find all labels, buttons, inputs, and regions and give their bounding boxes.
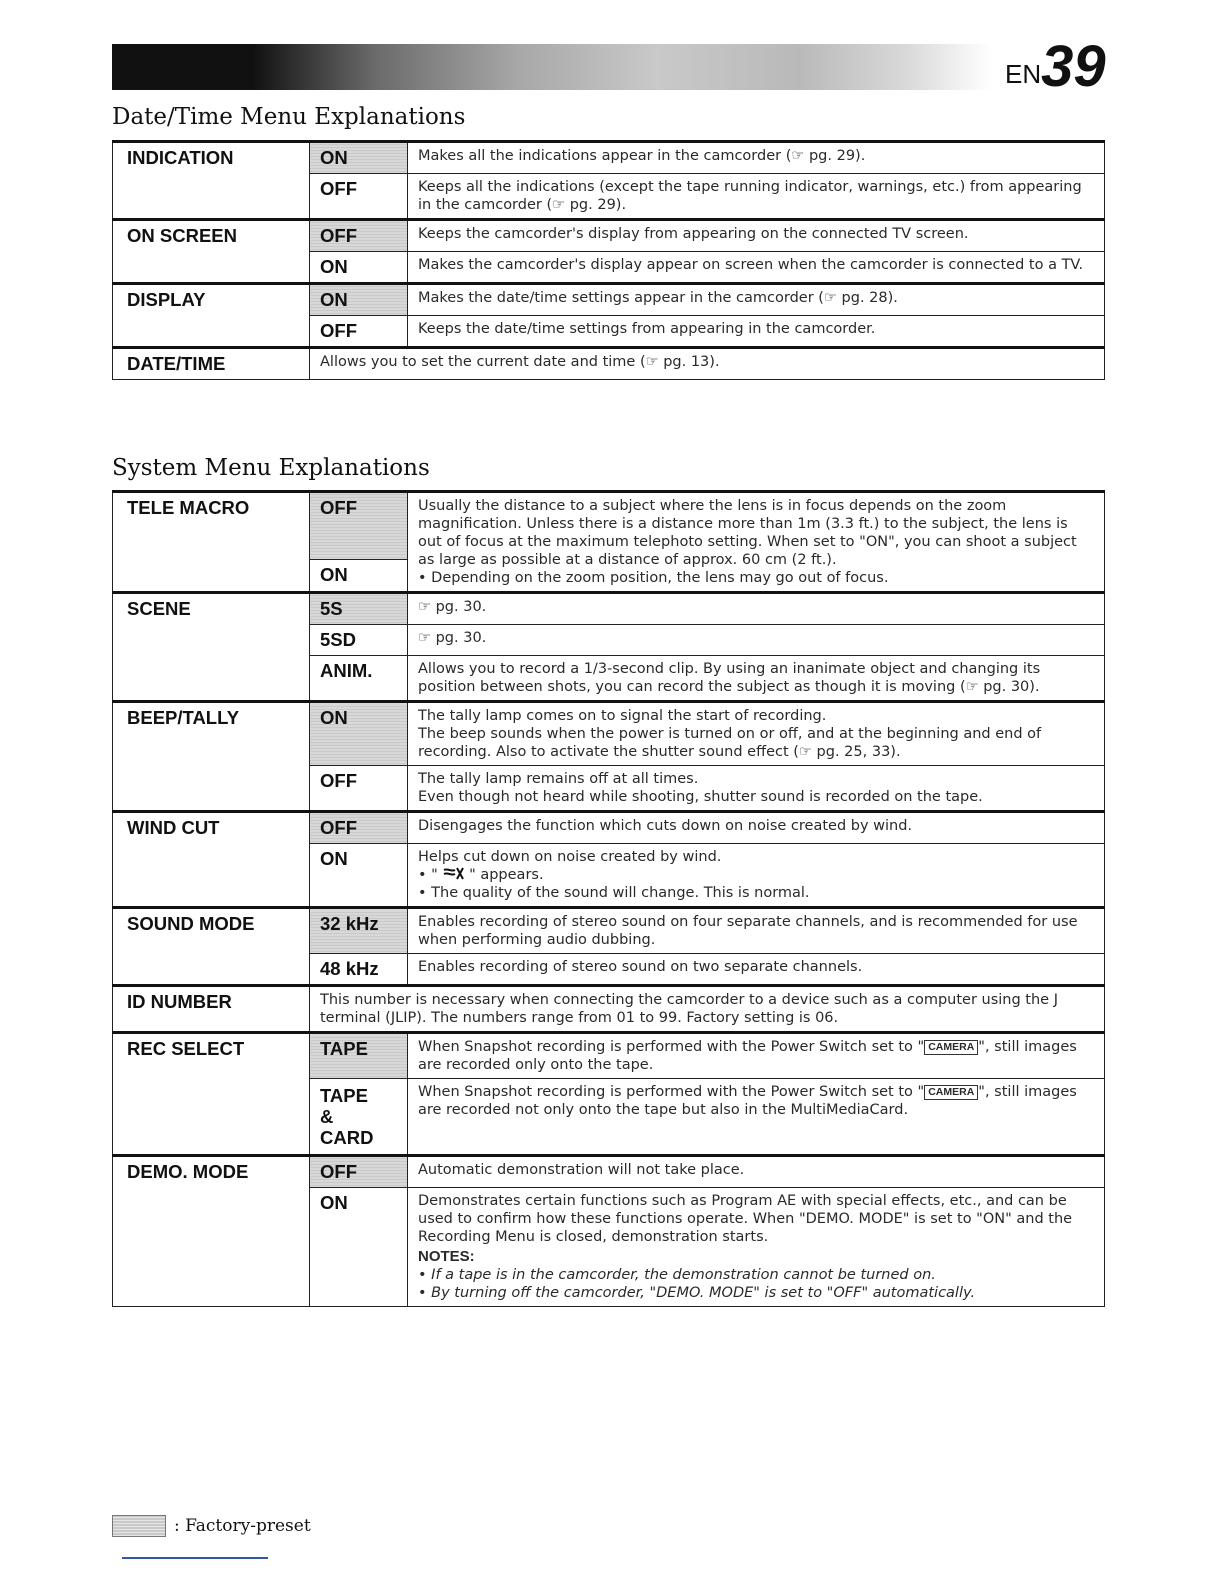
option: 48 kHz <box>310 954 408 986</box>
rec-desc1-pre: When Snapshot recording is performed with the Power Switch set to " <box>418 1039 925 1055</box>
wind-cut-icon <box>442 867 464 880</box>
option-desc: Disengages the function which cuts down on noise created by wind. <box>408 812 1105 844</box>
menu-item-scene: SCENE <box>113 593 310 702</box>
page-number <box>1005 34 1106 99</box>
opt-line: TAPE <box>320 1085 368 1106</box>
beep-off-desc-1: The tally lamp remains off at all times. <box>418 771 699 787</box>
option-preset: OFF <box>310 1156 408 1188</box>
table-row <box>113 908 1105 954</box>
footer-rule <box>122 1557 268 1559</box>
table-row <box>113 1033 1105 1079</box>
system-title: System Menu Explanations <box>112 455 430 481</box>
option-desc: This number is necessary when connecting the camcorder to a device such as a computer using the J terminal (JLIP). The numbers range from 01 to 99. Factory setting is 06. <box>310 986 1105 1033</box>
option-desc: Keeps the camcorder's display from appearing on the connected TV screen. <box>408 220 1105 252</box>
menu-item-id-number: ID NUMBER <box>113 986 310 1033</box>
option-desc <box>408 492 1105 593</box>
option-desc: Keeps all the indications (except the tape running indicator, warnings, etc.) from appearing in the camcorder (☞ pg. 29). <box>408 174 1105 220</box>
page-lang: EN <box>1005 59 1042 89</box>
menu-item-display: DISPLAY <box>113 284 310 348</box>
wind-bullet-pre: • " <box>418 867 438 883</box>
header-bar <box>112 44 992 90</box>
table-row <box>113 812 1105 844</box>
menu-item-sound-mode: SOUND MODE <box>113 908 310 986</box>
table-row <box>113 702 1105 766</box>
table-row <box>113 220 1105 252</box>
option-preset: ON <box>310 142 408 174</box>
tele-macro-bullet: • Depending on the zoom position, the lens may go out of focus. <box>418 570 889 586</box>
menu-item-indication: INDICATION <box>113 142 310 220</box>
option: OFF <box>310 766 408 812</box>
date-time-title: Date/Time Menu Explanations <box>112 104 466 130</box>
option-preset: OFF <box>310 492 408 560</box>
option: OFF <box>310 316 408 348</box>
wind-bullet-1 <box>418 866 1094 884</box>
option-desc: Makes all the indications appear in the camcorder (☞ pg. 29). <box>408 142 1105 174</box>
option-desc: Keeps the date/time settings from appearing in the camcorder. <box>408 316 1105 348</box>
option: ANIM. <box>310 656 408 702</box>
option: ON <box>310 844 408 908</box>
demo-on-desc: Demonstrates certain functions such as Program AE with special effects, etc., and can be used to confirm how these functions operate. When "DEMO. MODE" is set to "ON" and the Recording Menu is closed, demonstration starts. <box>418 1193 1073 1245</box>
rec-desc2-pre: When Snapshot recording is performed with the Power Switch set to " <box>418 1084 925 1100</box>
option: 5SD <box>310 625 408 656</box>
option-preset: ON <box>310 702 408 766</box>
option-desc <box>408 1188 1105 1307</box>
option-desc: Allows you to set the current date and time (☞ pg. 13). <box>310 348 1105 380</box>
option-desc <box>408 1033 1105 1079</box>
option: OFF <box>310 174 408 220</box>
option-desc: Makes the camcorder's display appear on screen when the camcorder is connected to a TV. <box>408 252 1105 284</box>
option-preset: OFF <box>310 220 408 252</box>
beep-off-desc-2: Even though not heard while shooting, shutter sound is recorded on the tape. <box>418 789 983 805</box>
wind-bullet-2: • The quality of the sound will change. This is normal. <box>418 885 810 901</box>
table-row <box>113 593 1105 625</box>
menu-item-demo-mode: DEMO. MODE <box>113 1156 310 1307</box>
table-row <box>113 1156 1105 1188</box>
beep-on-desc-2: The beep sounds when the power is turned on or off, and at the beginning and end of recording. Also to activate the shutter sound effect (☞ pg. 25, 33). <box>418 726 1042 760</box>
option-preset: ON <box>310 284 408 316</box>
option-desc: ☞ pg. 30. <box>408 593 1105 625</box>
preset-swatch <box>112 1515 166 1537</box>
legend-label: : Factory-preset <box>174 1516 311 1536</box>
note-2: • By turning off the camcorder, "DEMO. MODE" is set to "OFF" automatically. <box>418 1285 976 1301</box>
option: ON <box>310 1188 408 1307</box>
option-preset: 32 kHz <box>310 908 408 954</box>
option-desc <box>408 1079 1105 1156</box>
option: ON <box>310 252 408 284</box>
menu-item-wind-cut: WIND CUT <box>113 812 310 908</box>
option-desc <box>408 844 1105 908</box>
option-desc <box>408 702 1105 766</box>
table-row <box>113 284 1105 316</box>
opt-line: CARD <box>320 1127 374 1148</box>
menu-item-rec-select: REC SELECT <box>113 1033 310 1156</box>
option-desc: Enables recording of stereo sound on four separate channels, and is recommended for use when performing audio dubbing. <box>408 908 1105 954</box>
date-time-table <box>112 140 1105 380</box>
opt-line: & <box>320 1106 334 1127</box>
wind-bullet-post: " appears. <box>469 867 544 883</box>
system-table <box>112 490 1105 1307</box>
note-1: • If a tape is in the camcorder, the demonstration cannot be turned on. <box>418 1267 936 1283</box>
option-preset: OFF <box>310 812 408 844</box>
option-desc <box>408 766 1105 812</box>
option-desc: Allows you to record a 1/3-second clip. By using an inanimate object and changing its position between shots, you can record the subject as though it is moving (☞ pg. 30). <box>408 656 1105 702</box>
table-row <box>113 348 1105 380</box>
notes-title: NOTES: <box>418 1248 475 1265</box>
menu-item-tele-macro: TELE MACRO <box>113 492 310 593</box>
option <box>310 1079 408 1156</box>
option-desc: Automatic demonstration will not take place. <box>408 1156 1105 1188</box>
table-row <box>113 986 1105 1033</box>
camera-key: CAMERA <box>924 1085 978 1100</box>
option-preset: TAPE <box>310 1033 408 1079</box>
rec-desc1-post: ", still images are recorded only onto the tape. <box>418 1039 1077 1073</box>
option-desc: ☞ pg. 30. <box>408 625 1105 656</box>
option-desc: Enables recording of stereo sound on two separate channels. <box>408 954 1105 986</box>
table-row <box>113 142 1105 174</box>
beep-on-desc-1: The tally lamp comes on to signal the start of recording. <box>418 708 827 724</box>
tele-macro-desc: Usually the distance to a subject where the lens is in focus depends on the zoom magnification. Unless there is a distance more than 1m (3.3 ft.) to the subject, the lens is out of focus at the maximum telephoto setting. When set to "ON", you can shoot a subject as large as possible at a distance of approx. 60 cm (2 ft.). <box>418 498 1077 568</box>
table-row <box>113 492 1105 560</box>
camera-key: CAMERA <box>924 1040 978 1055</box>
menu-item-beep-tally: BEEP/TALLY <box>113 702 310 812</box>
wind-on-desc: Helps cut down on noise created by wind. <box>418 849 722 865</box>
option: ON <box>310 560 408 593</box>
option-desc: Makes the date/time settings appear in the camcorder (☞ pg. 28). <box>408 284 1105 316</box>
menu-item-date-time: DATE/TIME <box>113 348 310 380</box>
option-preset: 5S <box>310 593 408 625</box>
menu-item-on-screen: ON SCREEN <box>113 220 310 284</box>
legend <box>112 1515 311 1537</box>
page-num: 39 <box>1041 34 1106 99</box>
rec-desc2-post: ", still images are recorded not only onto the tape but also in the MultiMediaCard. <box>418 1084 1077 1118</box>
